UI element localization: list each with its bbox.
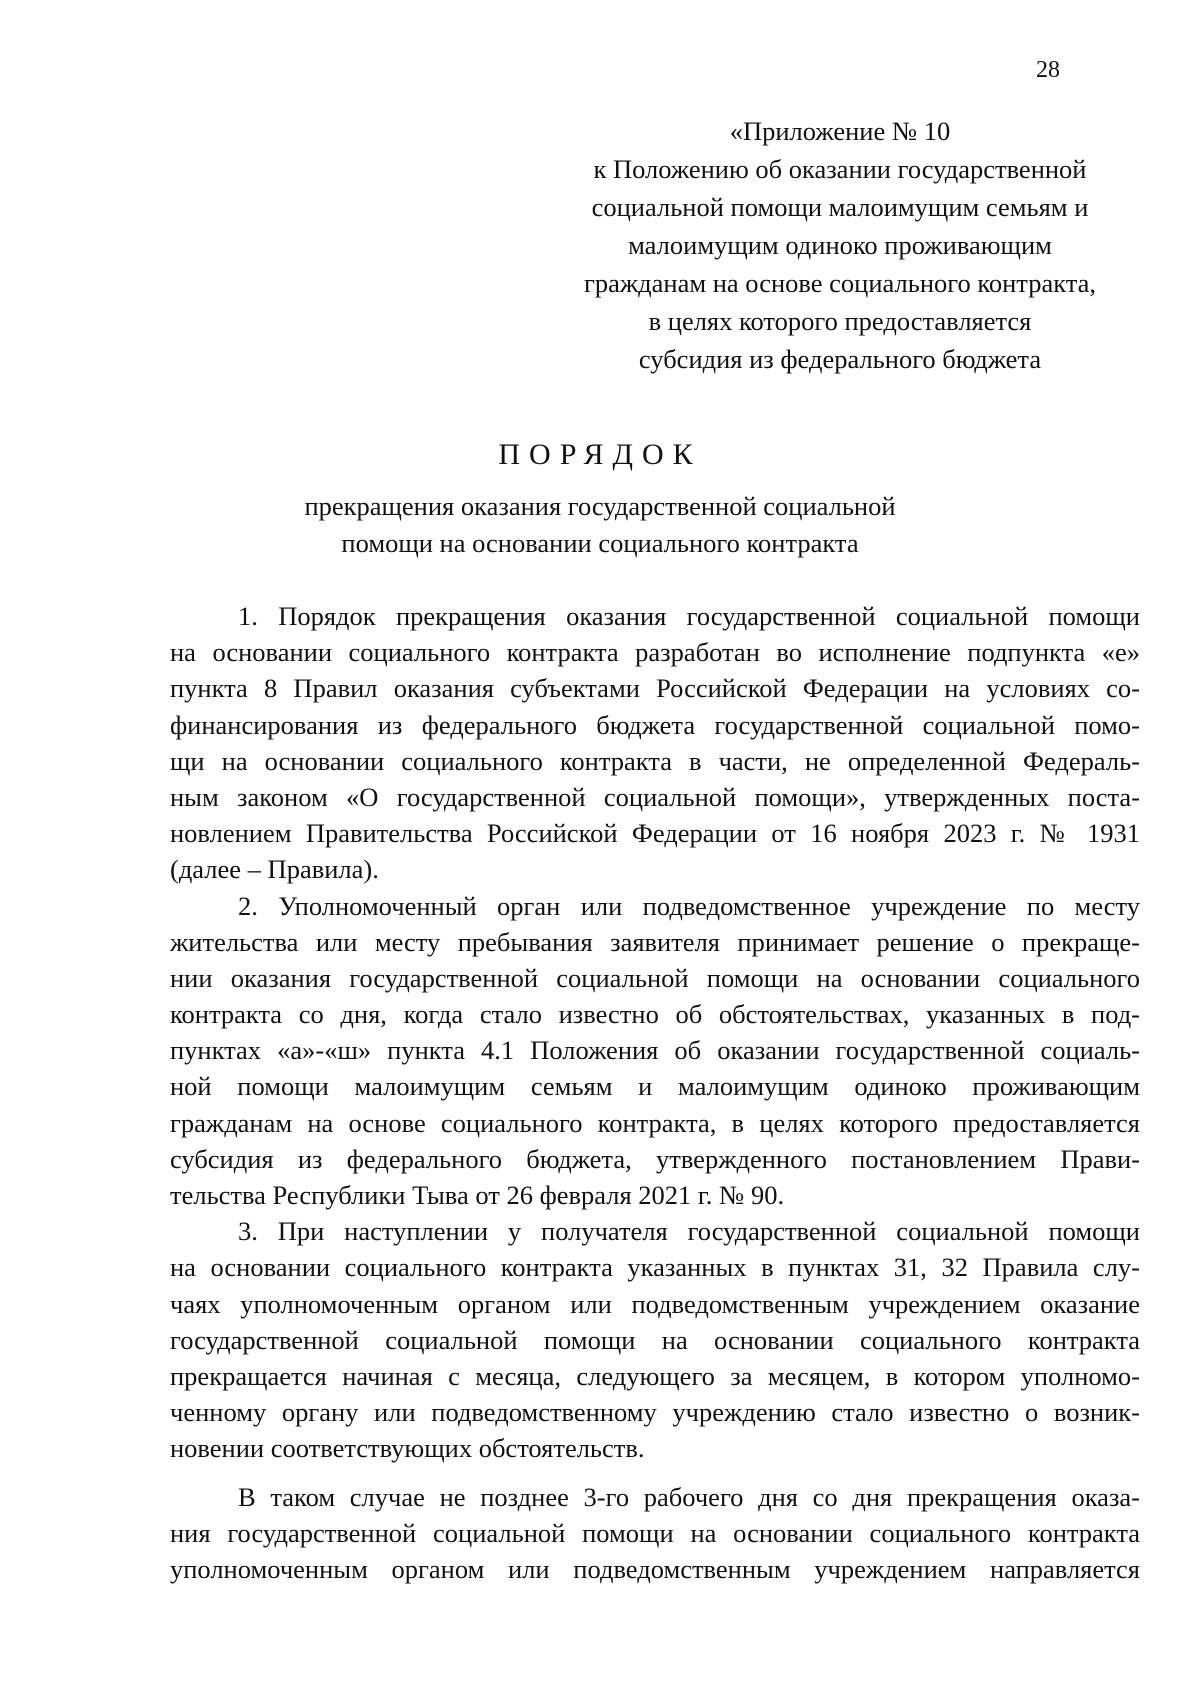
text-line: тельства Республики Тыва от 26 февраля 2021 г. № 90. — [170, 1180, 785, 1210]
text-line: нии оказания государственной социальной помощи на основании социального — [170, 962, 1140, 993]
text-line: В таком случае не позднее 3-го рабочего дня со дня прекращения оказа- — [238, 1481, 1140, 1512]
text-line: чаях уполномоченным органом или подведомственным учреждением оказание — [170, 1288, 1140, 1319]
text-line: ченному органу или подведомственному учреждению стало известно о возник- — [170, 1397, 1140, 1428]
appendix-line: социальной помощи малоимущим семьям и — [591, 192, 1089, 222]
text-line: пункта 8 Правил оказания субъектами Российской Федерации на условиях со- — [170, 673, 1140, 704]
text-line: на основании социального контракта разработан во исполнение подпункта «е» — [170, 637, 1140, 668]
text-line: уполномоченным органом или подведомственным учреждением направляется — [170, 1553, 1140, 1584]
page-number: 28 — [1036, 57, 1060, 83]
text-line: гражданам на основе социального контракта, в целях которого предоставляется — [170, 1107, 1140, 1138]
text-line: ным законом «О государственной социальной помощи», утвержденных поста- — [170, 781, 1140, 812]
text-line: новении соответствующих обстоятельств. — [170, 1433, 645, 1464]
appendix-line: в целях которого предоставляется — [648, 306, 1032, 336]
paragraph-4 — [170, 1479, 1140, 1588]
text-line: ния государственной социальной помощи на основании социального контракта — [170, 1517, 1140, 1548]
appendix-line: субсидия из федерального бюджета — [638, 344, 1042, 374]
text-line: щи на основании социального контракта в части, не определенной Федераль- — [170, 745, 1140, 776]
text-line: пунктах «а»-«ш» пункта 4.1 Положения об оказании государственной социаль- — [170, 1035, 1140, 1066]
paragraph-1 — [170, 598, 1140, 888]
paragraph-3 — [170, 1213, 1140, 1466]
text-line: (далее – Правила). — [170, 854, 379, 885]
appendix-header — [560, 112, 1120, 378]
text-line: 2. Уполномоченный орган или подведомственное учреждение по месту — [238, 890, 1140, 921]
appendix-line: малоимущим одиноко проживающим — [628, 230, 1052, 260]
text-line: ной помощи малоимущим семьям и малоимущим одиноко проживающим — [170, 1071, 1140, 1102]
appendix-line: к Положению об оказании государственной — [593, 154, 1087, 184]
subtitle-line: прекращения оказания государственной социальной — [304, 491, 896, 521]
text-line: государственной социальной помощи на основании социального контракта — [170, 1324, 1140, 1355]
text-line: 1. Порядок прекращения оказания государственной социальной помощи — [238, 601, 1140, 631]
text-line: новлением Правительства Российской Федерации от 16 ноября 2023 г. № 1931 — [170, 818, 1140, 849]
paragraph-spacer — [170, 1467, 1140, 1479]
document-title: ПОРЯДОК — [498, 438, 702, 471]
appendix-line: гражданам на основе социального контракта, — [583, 268, 1097, 298]
text-line: жительства или месту пребывания заявителя принимает решение о прекраще- — [170, 926, 1140, 957]
text-line: финансирования из федерального бюджета государственной социальной помо- — [170, 709, 1140, 740]
text-line: на основании социального контракта указанных в пунктах 31, 32 Правила слу- — [170, 1252, 1140, 1283]
appendix-line: «Приложение № 10 — [729, 116, 951, 146]
paragraph-2 — [170, 888, 1140, 1214]
text-line: прекращается начиная с месяца, следующего за месяцем, в котором уполномо- — [170, 1360, 1140, 1391]
text-line: контракта со дня, когда стало известно об обстоятельствах, указанных в под- — [170, 999, 1140, 1030]
document-body — [170, 598, 1140, 1587]
subtitle-line: помощи на основании социального контракта — [341, 528, 859, 558]
document-subtitle — [300, 488, 900, 562]
text-line: 3. При наступлении у получателя государственной социальной помощи — [238, 1216, 1140, 1247]
text-line: субсидия из федерального бюджета, утвержденного постановлением Прави- — [170, 1143, 1140, 1174]
